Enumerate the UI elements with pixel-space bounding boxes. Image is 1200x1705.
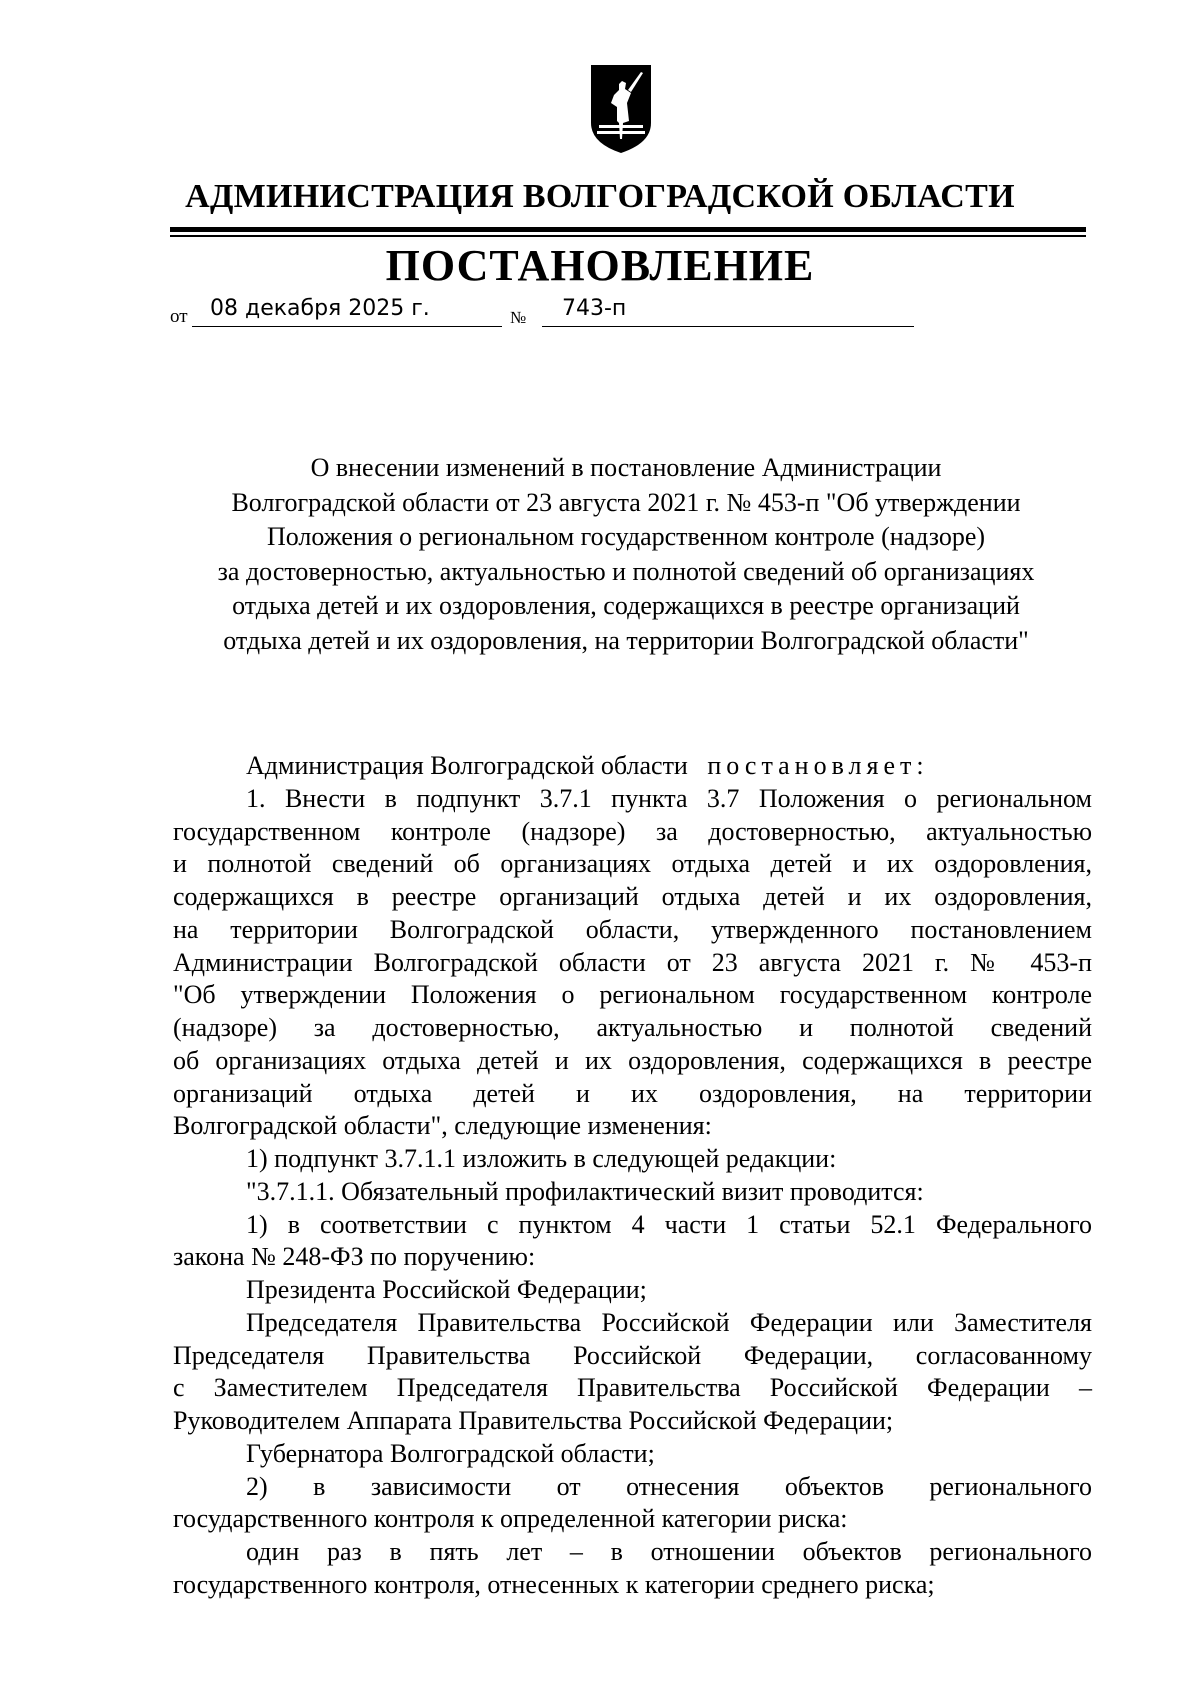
document-meta	[170, 296, 760, 330]
body-line: Губернатора Волгоградской области;	[246, 1438, 655, 1468]
body-line: Руководителем Аппарата Правительства Российской Федерации;	[173, 1406, 894, 1435]
date-prefix: от	[170, 306, 188, 327]
preamble	[173, 750, 1092, 783]
body-line: об организациях отдыха детей и их оздоровления, содержащихся в реестре	[173, 1045, 1092, 1075]
body-line: организаций отдыха детей и их оздоровления, на территории	[173, 1078, 1092, 1108]
body-line: на территории Волгоградской области, утвержденного постановлением	[173, 914, 1092, 944]
body-line: 1) в соответствии с пунктом 4 части 1 статьи 52.1 Федерального	[246, 1209, 1092, 1239]
body-line: "Об утверждении Положения о региональном государственном контроле	[173, 980, 1092, 1010]
heading-line: отдыха детей и их оздоровления, на территории Волгоградской области"	[223, 625, 1029, 655]
number-prefix: №	[510, 308, 527, 327]
body-line: 1) подпункт 3.7.1.1 изложить в следующей редакции:	[246, 1144, 837, 1173]
document-type-title: ПОСТАНОВЛЕНИЕ	[385, 241, 815, 290]
body-line: "3.7.1.1. Обязательный профилактический визит проводится:	[246, 1176, 924, 1206]
body-line: и полнотой сведений об организациях отдыха детей и их оздоровления,	[173, 849, 1092, 879]
body-line: Председателя Правительства Российской Федерации или Заместителя	[246, 1307, 1092, 1337]
heading-line: Волгоградской области от 23 августа 2021 г. № 453-п "Об утверждении	[231, 487, 1021, 517]
header-divider-thin	[170, 235, 1086, 237]
header-divider-thick	[170, 227, 1086, 232]
body-line: (надзоре) за достоверностью, актуальностью и полнотой сведений	[173, 1013, 1092, 1042]
heading-line: Положения о региональном государственном контроле (надзоре)	[266, 522, 986, 552]
heading-line: отдыха детей и их оздоровления, содержащихся в реестре организаций	[232, 591, 1020, 621]
body-line: Администрации Волгоградской области от 23 августа 2021 г. № 453-п	[173, 947, 1092, 977]
body-line: государственного контроля, отнесенных к категории среднего риска;	[173, 1569, 935, 1599]
body-line: государственном контроле (надзоре) за достоверностью, актуальностью	[173, 816, 1092, 846]
body-line: Президента Российской Федерации;	[246, 1275, 647, 1304]
document-body	[173, 750, 1092, 1602]
body-line: 1. Внести в подпункт 3.7.1 пункта 3.7 Положения о региональном	[246, 783, 1092, 813]
body-line: Волгоградской области", следующие изменения:	[173, 1111, 712, 1141]
document-heading	[180, 451, 1072, 659]
preamble-text: Администрация Волгоградской области	[246, 751, 688, 780]
heading-line: за достоверностью, актуальностью и полнотой сведений об организациях	[217, 556, 1035, 586]
heading-line: О внесении изменений в постановление Администрации	[310, 453, 942, 482]
document-number: 743-п	[562, 296, 627, 321]
body-line: Председателя Правительства Российской Федерации, согласованному	[173, 1340, 1092, 1370]
date-underline	[192, 326, 502, 327]
preamble-decree-word: постановляет:	[707, 751, 929, 780]
body-line: с Заместителем Председателя Правительства Российской Федерации –	[173, 1373, 1092, 1403]
body-line: 2) в зависимости от отнесения объектов регионального	[246, 1471, 1092, 1501]
organization-title: АДМИНИСТРАЦИЯ ВОЛГОГРАДСКОЙ ОБЛАСТИ	[185, 178, 1015, 215]
body-line: закона № 248-ФЗ по поручению:	[173, 1242, 536, 1272]
coat-of-arms-icon	[589, 63, 653, 155]
body-line: содержащихся в реестре организаций отдыха детей и их оздоровления,	[173, 882, 1092, 911]
document-date: 08 декабря 2025 г.	[210, 296, 430, 321]
number-underline	[542, 326, 914, 327]
body-line: государственного контроля к определенной категории риска:	[173, 1504, 848, 1534]
body-line: один раз в пять лет – в отношении объектов регионального	[246, 1537, 1092, 1566]
